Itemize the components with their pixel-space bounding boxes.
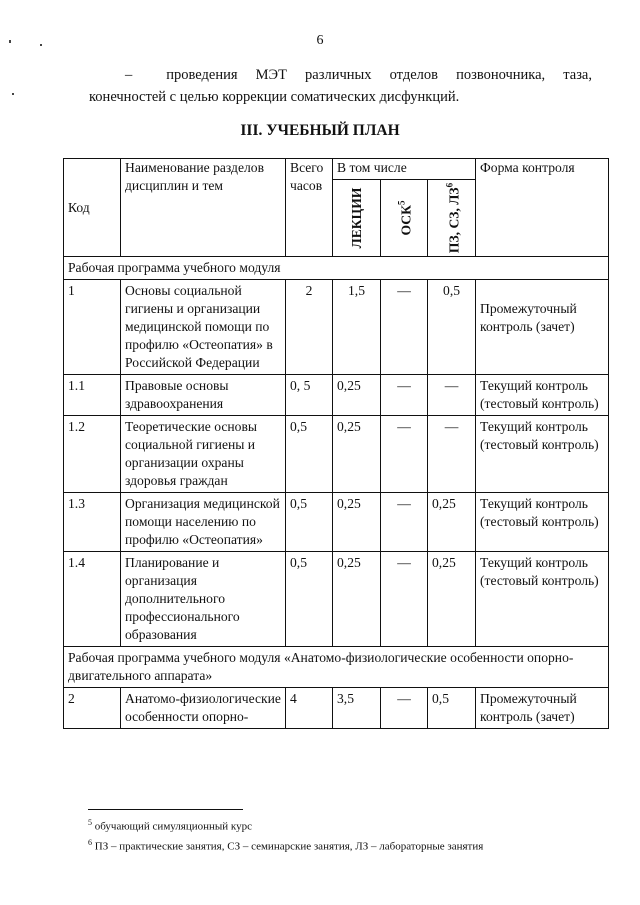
- table-cell-total: 0, 5: [286, 375, 333, 416]
- table-cell-name: Анатомо-физиологические особенности опорно-: [121, 688, 286, 729]
- curriculum-table: [63, 158, 609, 729]
- header-code: Код: [64, 159, 121, 257]
- module-2-title: Рабочая программа учебного модуля «Анатомо-физиологические особенности опорно-двигательного аппарата»: [64, 647, 609, 688]
- table-cell-total: 0,5: [286, 552, 333, 647]
- table-cell-name: Теоретические основы социальной гигиены и организации охраны здоровья граждан: [121, 416, 286, 493]
- table-cell-form: Текущий контроль (тестовый контроль): [476, 375, 609, 416]
- page-number: 6: [316, 33, 324, 48]
- table-cell-total: 0,5: [286, 493, 333, 552]
- table-cell-osk: —: [381, 280, 428, 375]
- footnotes: [88, 815, 483, 854]
- table-cell-osk: —: [381, 493, 428, 552]
- table-cell-osk: —: [381, 688, 428, 729]
- intro-paragraph: [89, 64, 592, 108]
- table-cell-form: Текущий контроль (тестовый контроль): [476, 552, 609, 647]
- table-cell-code: 1.2: [64, 416, 121, 493]
- header-lectures: ЛЕКЦИИ: [333, 180, 381, 257]
- footnote-6: $^6$ ПЗ – практические занятия, СЗ – семинарские занятия, ЛЗ – лабораторные занятия: [88, 837, 484, 853]
- table-cell-lectures: 0,25: [333, 493, 381, 552]
- table-cell-pz: —: [428, 375, 476, 416]
- table-cell-name: Основы социальной гигиены и организации медицинской помощи по профилю «Остеопатия» в Российской Федерации: [121, 280, 286, 375]
- table-cell-total: 2: [286, 280, 333, 375]
- table-cell-code: 2: [64, 688, 121, 729]
- table-cell-name: Планирование и организация дополнительного профессионального образования: [121, 552, 286, 647]
- table-cell-total: 0,5: [286, 416, 333, 493]
- table-cell-name: Правовые основы здравоохранения: [121, 375, 286, 416]
- list-dash: –: [125, 67, 133, 83]
- intro-line-2: конечностей с целью коррекции соматических дисфункций.: [89, 89, 460, 105]
- table-cell-code: 1.1: [64, 375, 121, 416]
- table-cell-osk: —: [381, 552, 428, 647]
- table-cell-pz: 0,25: [428, 552, 476, 647]
- table-cell-pz: 0,25: [428, 493, 476, 552]
- table-cell-lectures: 0,25: [333, 552, 381, 647]
- table-cell-osk: —: [381, 416, 428, 493]
- section-title: III. УЧЕБНЫЙ ПЛАН: [240, 122, 400, 139]
- table-cell-name: Организация медицинской помощи населению по профилю «Остеопатия»: [121, 493, 286, 552]
- table-cell-code: 1.4: [64, 552, 121, 647]
- intro-line-1: проведения МЭТ различных отделов позвоночника, таза,: [166, 67, 592, 83]
- table-cell-osk: —: [381, 375, 428, 416]
- table-cell-form: Промежуточный контроль (зачет): [476, 688, 609, 729]
- table-cell-lectures: 0,25: [333, 375, 381, 416]
- footnote-5: $^5$ обучающий симуляционный курс: [88, 818, 252, 833]
- table-cell-code: 1.3: [64, 493, 121, 552]
- header-total: Всего часов: [286, 159, 333, 257]
- table-cell-form: Текущий контроль (тестовый контроль): [476, 493, 609, 552]
- header-osk: ОСК$^5$: [381, 180, 428, 257]
- table-cell-form: Текущий контроль (тестовый контроль): [476, 416, 609, 493]
- table-cell-lectures: 3,5: [333, 688, 381, 729]
- table-cell-pz: 0,5: [428, 688, 476, 729]
- table-cell-pz: —: [428, 416, 476, 493]
- header-form: Форма контроля: [476, 159, 609, 257]
- table-cell-code: 1: [64, 280, 121, 375]
- table-cell-lectures: 1,5: [333, 280, 381, 375]
- header-included: В том числе: [333, 159, 476, 180]
- module-1-title: Рабочая программа учебного модуля: [64, 257, 609, 280]
- table-cell-lectures: 0,25: [333, 416, 381, 493]
- table-cell-total: 4: [286, 688, 333, 729]
- header-pz: ПЗ, СЗ, $ЛЗ^6$: [428, 180, 476, 257]
- table-cell-pz: 0,5: [428, 280, 476, 375]
- footnote-rule: [88, 809, 243, 810]
- table-cell-form: Промежуточный контроль (зачет): [476, 280, 609, 375]
- header-name: Наименование разделов дисциплин и тем: [121, 159, 286, 257]
